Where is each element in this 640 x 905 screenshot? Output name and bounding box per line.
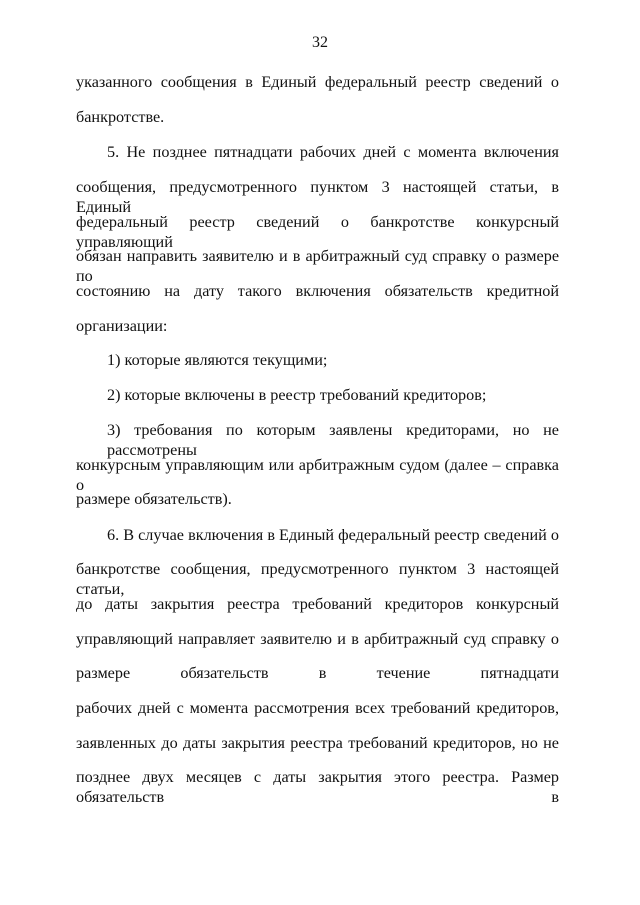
text-line: указанного сообщения в Единый федеральный реестр сведений о bbox=[76, 73, 559, 91]
text-line: обязан направить заявителю и в арбитражный суд справку о размере по bbox=[76, 247, 559, 285]
text-line: управляющий направляет заявителю и в арбитражный суд справку о bbox=[76, 630, 559, 648]
text-line: федеральный реестр сведений о банкротстве конкурсный управляющий bbox=[76, 213, 559, 251]
paragraph-5-line: 5. Не позднее пятнадцати рабочих дней с момента включения bbox=[107, 143, 559, 161]
text-line: размере обязательств в течение пятнадцати bbox=[76, 664, 559, 682]
list-item: 3) требования по которым заявлены кредиторами, но не рассмотрены bbox=[107, 421, 559, 459]
text-line: рабочих дней с момента рассмотрения всех требований кредиторов, bbox=[76, 699, 559, 717]
page-number: 32 bbox=[312, 34, 328, 51]
text-line: организации: bbox=[76, 317, 168, 335]
text-line: конкурсным управляющим или арбитражным судом (далее – справка о bbox=[76, 456, 559, 494]
text-line: позднее двух месяцев с даты закрытия этого реестра. Размер обязательств в bbox=[76, 768, 559, 806]
text-line: заявленных до даты закрытия реестра требований кредиторов, но не bbox=[76, 734, 559, 752]
text-line: сообщения, предусмотренного пунктом 3 настоящей статьи, в Единый bbox=[76, 178, 559, 216]
paragraph-6-line: 6. В случае включения в Единый федеральный реестр сведений о bbox=[107, 526, 559, 544]
text-line: состоянию на дату такого включения обязательств кредитной bbox=[76, 282, 559, 300]
list-item: 2) которые включены в реестр требований кредиторов; bbox=[107, 386, 487, 404]
text-line: банкротстве сообщения, предусмотренного пунктом 3 настоящей статьи, bbox=[76, 560, 559, 598]
text-line: до даты закрытия реестра требований кредиторов конкурсный bbox=[76, 595, 559, 613]
text-line: размере обязательств). bbox=[76, 490, 232, 508]
text-line: банкротстве. bbox=[76, 108, 165, 126]
list-item: 1) которые являются текущими; bbox=[107, 351, 328, 369]
